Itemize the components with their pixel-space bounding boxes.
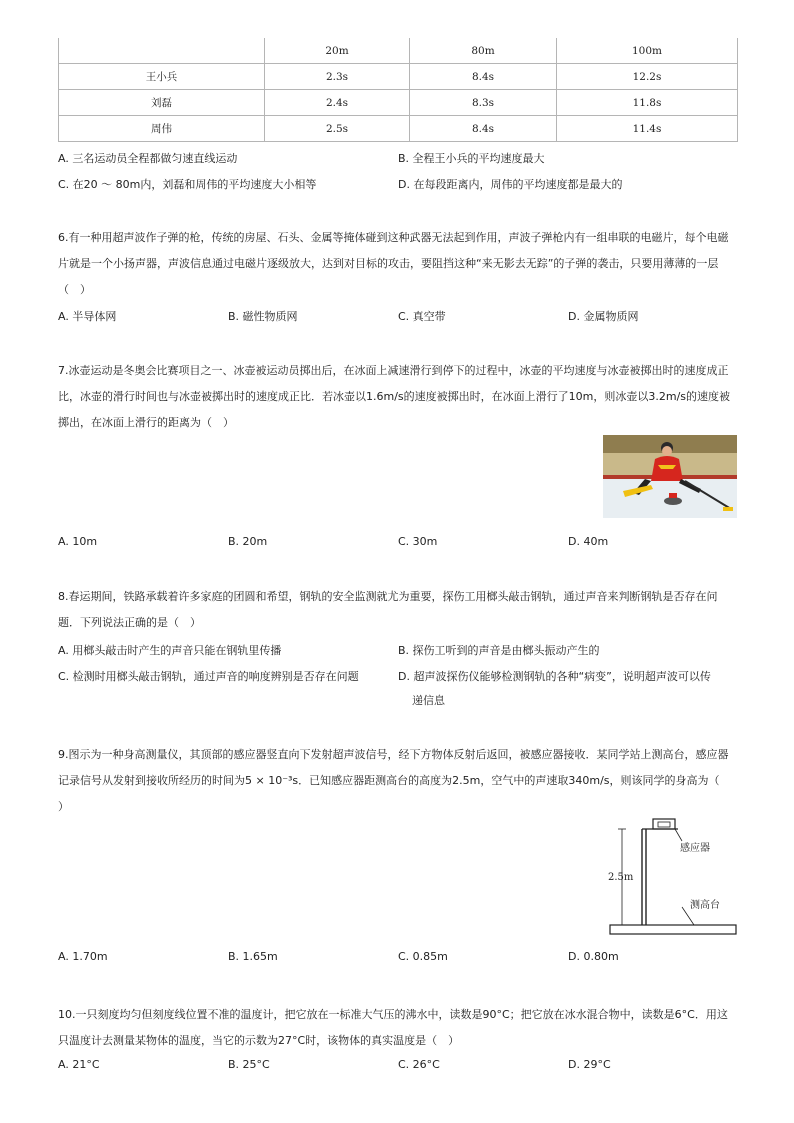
q10-option-a[interactable]: A. 21°C bbox=[58, 1058, 100, 1071]
table-cell: 2.4s bbox=[265, 90, 410, 116]
question-10 bbox=[58, 1002, 748, 1054]
table-header-cell bbox=[59, 38, 265, 64]
height-label: 2.5m bbox=[608, 872, 634, 883]
q8-option-c[interactable]: C. 检测时用榔头敲击钢轨，通过声音的响度辨别是否存在问题 bbox=[58, 670, 359, 683]
question-7-line: 比，冰壶的滑行时间也与冰壶被掷出时的速度成正比．若冰壶以1.6m/s的速度被掷出时，在冰面上滑行了10m，则冰壶以3.2m/s的速度被 bbox=[58, 390, 731, 403]
q7-option-c[interactable]: C. 30m bbox=[398, 535, 438, 548]
table-header-row bbox=[59, 38, 738, 64]
question-10-line: 10.一只刻度均匀但刻度线位置不准的温度计，把它放在一标准大气压的沸水中，读数是90°C；把它放在冰水混合物中，读数是6°C．用这 bbox=[58, 1008, 728, 1021]
curling-photo bbox=[603, 435, 737, 518]
q8-option-a[interactable]: A. 用榔头敲击时产生的声音只能在钢轨里传播 bbox=[58, 644, 282, 657]
question-9-line: ） bbox=[58, 800, 69, 813]
question-9-line: 9.图示为一种身高测量仪，其顶部的感应器竖直向下发射超声波信号，经下方物体反射后返回，被感应器接收．某同学站上测高台，感应器 bbox=[58, 748, 729, 761]
q5-option-c[interactable]: C. 在20 ～ 80m内，刘磊和周伟的平均速度大小相等 bbox=[58, 178, 317, 191]
q9-option-c[interactable]: C. 0.85m bbox=[398, 950, 448, 963]
table-cell: 8.4s bbox=[410, 64, 557, 90]
q6-option-a[interactable]: A. 半导体网 bbox=[58, 310, 117, 323]
q7-option-b[interactable]: B. 20m bbox=[228, 535, 268, 548]
question-6 bbox=[58, 225, 748, 303]
q10-option-c[interactable]: C. 26°C bbox=[398, 1058, 440, 1071]
q9-option-b[interactable]: B. 1.65m bbox=[228, 950, 278, 963]
q10-option-b[interactable]: B. 25°C bbox=[228, 1058, 270, 1071]
table-header-cell: 20m bbox=[265, 38, 410, 64]
question-8 bbox=[58, 584, 748, 636]
question-10-line: 只温度计去测量某物体的温度，当它的示数为27°C时，该物体的真实温度是（ ） bbox=[58, 1034, 460, 1047]
table-cell: 8.4s bbox=[410, 116, 557, 142]
table-row bbox=[59, 116, 738, 142]
q9-option-a[interactable]: A. 1.70m bbox=[58, 950, 108, 963]
table-cell: 12.2s bbox=[557, 64, 738, 90]
table-header-cell: 100m bbox=[557, 38, 738, 64]
q7-option-d[interactable]: D. 40m bbox=[568, 535, 609, 548]
q8-option-b[interactable]: B. 探伤工听到的声音是由榔头振动产生的 bbox=[398, 644, 600, 657]
q5-option-b[interactable]: B. 全程王小兵的平均速度最大 bbox=[398, 152, 545, 165]
q8-option-d[interactable]: D. 超声波探伤仪能够检测钢轨的各种“病变”，说明超声波可以传 bbox=[398, 670, 711, 683]
q10-option-d[interactable]: D. 29°C bbox=[568, 1058, 611, 1071]
question-7-line: 7.冰壶运动是冬奥会比赛项目之一、冰壶被运动员掷出后，在冰面上减速滑行到停下的过程中，冰壶的平均速度与冰壶被掷出时的速度成正 bbox=[58, 364, 729, 377]
table-header-cell: 80m bbox=[410, 38, 557, 64]
table-cell: 2.3s bbox=[265, 64, 410, 90]
question-7-line: 掷出，在冰面上滑行的距离为（ ） bbox=[58, 416, 234, 429]
table-cell: 11.8s bbox=[557, 90, 738, 116]
q6-option-c[interactable]: C. 真空带 bbox=[398, 310, 446, 323]
table-cell: 11.4s bbox=[557, 116, 738, 142]
q5-option-d[interactable]: D. 在每段距离内，周伟的平均速度都是最大的 bbox=[398, 178, 623, 191]
table-cell: 王小兵 bbox=[59, 64, 265, 90]
q6-option-d[interactable]: D. 金属物质网 bbox=[568, 310, 639, 323]
table-cell: 2.5s bbox=[265, 116, 410, 142]
platform-label: 测高台 bbox=[690, 900, 720, 911]
results-table bbox=[58, 38, 738, 142]
question-9-line: 记录信号从发射到接收所经历的时间为5 × 10⁻³s．已知感应器距测高台的高度为2.5m，空气中的声速取340m/s，则该同学的身高为（ bbox=[58, 774, 720, 787]
table-row bbox=[59, 90, 738, 116]
q9-option-d[interactable]: D. 0.80m bbox=[568, 950, 619, 963]
question-7 bbox=[58, 358, 748, 436]
q5-option-a[interactable]: A. 三名运动员全程都做匀速直线运动 bbox=[58, 152, 238, 165]
sensor-label: 感应器 bbox=[680, 843, 710, 854]
question-6-line: （ ） bbox=[58, 283, 91, 296]
q8-option-d-continued: 递信息 bbox=[412, 694, 445, 707]
table-cell: 周伟 bbox=[59, 116, 265, 142]
table-row bbox=[59, 64, 738, 90]
question-8-line: 题．下列说法正确的是（ ） bbox=[58, 616, 201, 629]
question-6-line: 片就是一个小扬声器，声波信息通过电磁片逐级放大，达到对目标的攻击，要阻挡这种“来无影去无踪”的子弹的袭击，只要用薄薄的一层 bbox=[58, 257, 719, 270]
table-cell: 8.3s bbox=[410, 90, 557, 116]
table-cell: 刘磊 bbox=[59, 90, 265, 116]
question-6-line: 6.有一种用超声波作子弹的枪，传统的房屋、石头、金属等掩体碰到这种武器无法起到作用，声波子弹枪内有一组串联的电磁片，每个电磁 bbox=[58, 231, 729, 244]
q7-option-a[interactable]: A. 10m bbox=[58, 535, 98, 548]
q6-option-b[interactable]: B. 磁性物质网 bbox=[228, 310, 298, 323]
question-8-line: 8.春运期间，铁路承载着许多家庭的团圆和希望，钢轨的安全监测就尤为重要，探伤工用榔头敲击钢轨，通过声音来判断钢轨是否存在问 bbox=[58, 590, 718, 603]
question-9 bbox=[58, 742, 748, 820]
